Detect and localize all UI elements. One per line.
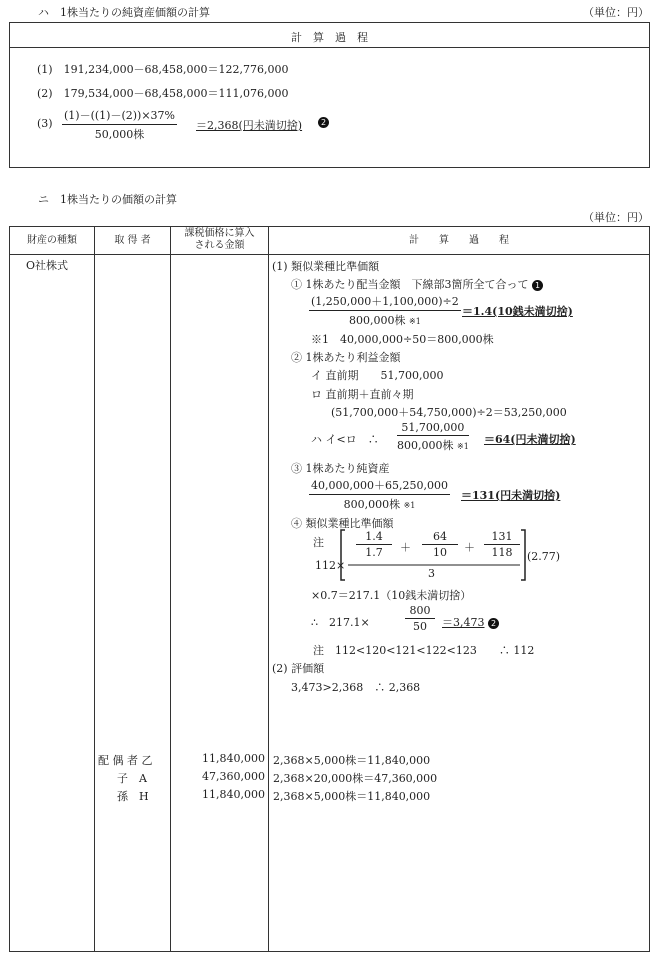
- ha-line3-label: (3): [37, 117, 53, 130]
- p2-calc: 3,473>2,368 ∴ 2,368: [291, 681, 421, 694]
- row-2-calc: 2,368×20,000株＝47,360,000: [273, 772, 438, 785]
- p1-3-num: 40,000,000＋65,250,000: [309, 477, 450, 495]
- badge-1-icon: 1: [532, 280, 543, 291]
- p1-1-title: ① 1株あたり配当金額 下線部3箇所全て合って 1: [291, 276, 543, 292]
- row-3-acquirer: 孫 H: [117, 790, 149, 803]
- p1-3-den: 800,000株 ※1: [343, 498, 416, 511]
- ha-line1: (1) 191,234,000－68,458,000＝122,776,000: [37, 63, 289, 76]
- p1-4-note: 注 112<120<121<122<123 ∴ 112: [313, 644, 535, 657]
- ha-line3-fraction: [62, 107, 177, 142]
- plus-2: ＋: [464, 541, 475, 554]
- ha-line3-den: 50,000株: [94, 128, 145, 141]
- p1-4-frac-a: $\frac{1.4}{1.7}$: [356, 530, 392, 559]
- col-header-acquirer: 取 得 者: [114, 235, 151, 246]
- p1-2-i: イ 直前期 51,700,000: [311, 369, 444, 382]
- badge-2-icon: 2: [488, 618, 499, 629]
- section-ha-title: ハ 1株当たりの純資産価額の計算: [38, 6, 210, 19]
- p1-4-final-result: ＝3,473 2: [442, 614, 499, 630]
- p1-4-frac-b: $\frac{64}{10}$: [422, 530, 458, 559]
- plus-1: ＋: [400, 541, 411, 554]
- row-2-amount: 47,360,000: [202, 770, 265, 783]
- p1-2-title: ② 1株あたり利益金額: [291, 351, 401, 364]
- p1-1-note: ※1 40,000,000÷50＝800,000株: [311, 333, 494, 346]
- p1-2-fraction: [397, 421, 469, 453]
- section-ha-unit: （単位：円）: [583, 6, 649, 19]
- p1-4-tail: (2.77): [527, 550, 561, 563]
- p1-4-frac-c: $\frac{131}{118}$: [484, 530, 520, 559]
- badge-2-icon: 2: [318, 117, 329, 128]
- row-1-acquirer: 配 偶 者 乙: [98, 754, 153, 767]
- p1-3-fraction: [309, 477, 450, 512]
- p1-1-num: (1,250,000＋1,100,000)÷2: [309, 293, 461, 311]
- p1-title: (1) 類似業種比準価額: [272, 260, 380, 273]
- section-ha-box-header: 計 算 過 程: [291, 31, 368, 44]
- p1-2-ro-calc: (51,700,000＋54,750,000)÷2＝53,250,000: [331, 406, 567, 419]
- p1-4-note-label: 注: [313, 536, 324, 549]
- ha-line2: (2) 179,534,000－68,458,000＝111,076,000: [37, 87, 289, 100]
- p1-4-big-den: 3: [428, 567, 435, 580]
- p2-title: (2) 評価額: [272, 662, 325, 675]
- p1-1-result: ＝1.4(10銭未満切捨): [462, 305, 573, 318]
- p1-1-den: 800,000株 ※1: [348, 314, 421, 327]
- p1-3-result: ＝131(円未満切捨): [461, 489, 561, 502]
- row-3-amount: 11,840,000: [202, 788, 265, 801]
- p1-2-ro: ロ 直前期＋直前々期: [311, 388, 414, 401]
- asset-name: O社株式: [26, 259, 69, 272]
- col-header-amount-1: 課税価格に算入: [184, 228, 255, 239]
- p1-4-calc: ×0.7＝217.1（10銭未満切捨）: [311, 589, 472, 602]
- p1-2-ha: ハ イ<ロ ∴: [311, 433, 379, 446]
- section-ni-unit: （単位：円）: [583, 211, 649, 224]
- p1-4-title: ④ 類似業種比準価額: [291, 517, 394, 530]
- row-1-calc: 2,368×5,000株＝11,840,000: [273, 754, 431, 767]
- col-header-process: 計 算 過 程: [409, 235, 509, 246]
- p1-4-prefix: 112×: [315, 559, 346, 572]
- ha-line3-num: (1)－((1)－(2))×37%: [62, 107, 177, 125]
- section-ha-box: [9, 22, 650, 168]
- col-header-amount-2: される金額: [194, 240, 245, 251]
- row-1-amount: 11,840,000: [202, 752, 265, 765]
- p1-4-final-fraction: $\frac{800}{50}$: [405, 604, 435, 633]
- section-ni-title: ニ 1株当たりの価額の計算: [38, 193, 177, 206]
- p1-2-den: 800,000株 ※1: [397, 439, 469, 452]
- p1-1-fraction: [309, 293, 461, 328]
- row-2-acquirer: 子 A: [117, 772, 147, 785]
- row-3-calc: 2,368×5,000株＝11,840,000: [273, 790, 431, 803]
- section-ni-table: [9, 226, 650, 952]
- p1-2-num: 51,700,000: [397, 421, 469, 436]
- p1-2-result: ＝64(円未満切捨): [484, 433, 576, 446]
- ha-line3-result: ＝2,368(円未満切捨): [196, 119, 303, 132]
- p1-4-final-pre: ∴ 217.1×: [311, 616, 370, 629]
- p1-3-title: ③ 1株あたり純資産: [291, 462, 390, 475]
- col-header-asset: 財産の種類: [27, 235, 77, 246]
